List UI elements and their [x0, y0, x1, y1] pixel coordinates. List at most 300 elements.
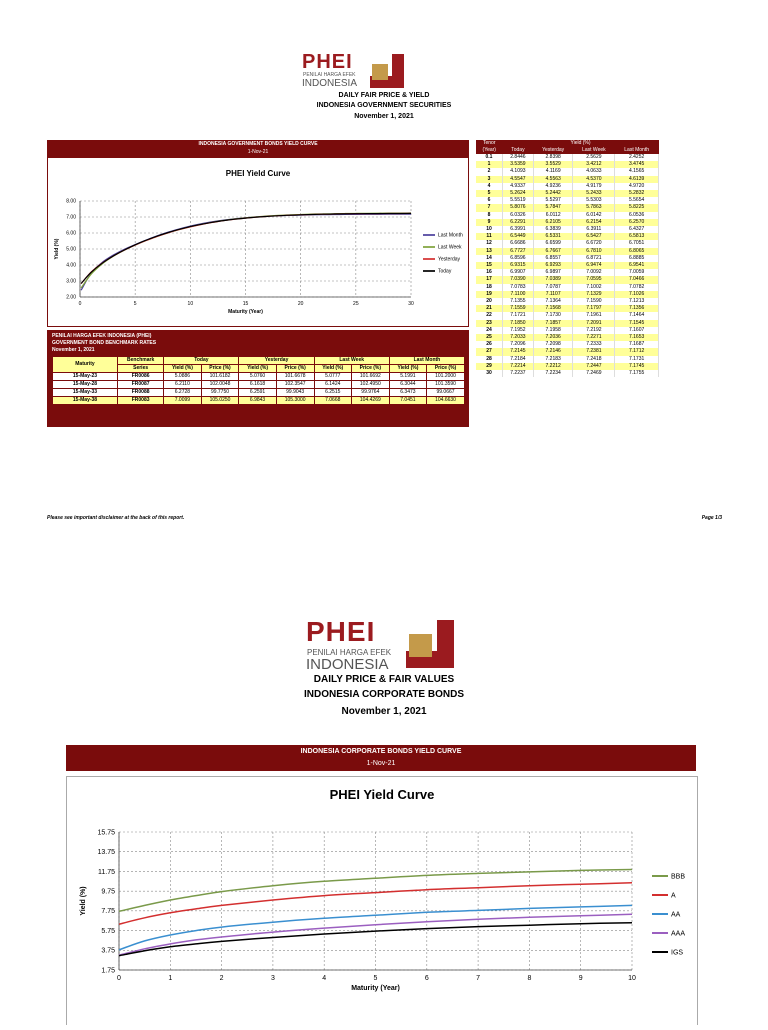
yield-cell: 3.4212: [573, 161, 615, 168]
table-row: [476, 269, 659, 276]
page-title: DAILY PRICE & FAIR VALUES: [313, 674, 455, 685]
bm-h-group-yesterday: Yesterday: [239, 357, 314, 365]
table-row: [476, 341, 659, 348]
yield-cell: 6.8596: [503, 255, 534, 262]
tenor-cell: 6: [476, 197, 503, 204]
logo-line1: PENILAI HARGA EFEK: [303, 72, 356, 78]
tenor-h-col-lastmonth: Last Month: [615, 147, 659, 154]
yield-cell: 6.2291: [503, 219, 534, 226]
tenor-cell: 22: [476, 312, 503, 319]
yield-cell: 6.7667: [533, 248, 573, 255]
yield-cell: 7.1961: [573, 312, 615, 319]
table-row: [476, 298, 659, 305]
yield-cell: 7.0466: [615, 276, 659, 283]
series-cell: FR0088: [118, 389, 164, 397]
bm-h-yield: Yield (%): [389, 365, 426, 373]
value-cell: 101.3590: [427, 381, 465, 389]
table-row: [476, 334, 659, 341]
yield-cell: 7.2184: [503, 356, 534, 363]
tenor-h-col-yesterday: Yesterday: [533, 147, 573, 154]
page-date: November 1, 2021: [341, 706, 427, 717]
table-row: [476, 204, 659, 211]
yield-cell: 7.1687: [615, 341, 659, 348]
y-tick-label: 5.75: [101, 927, 115, 935]
yield-cell: 7.2447: [573, 363, 615, 370]
yield-cell: 5.5519: [503, 197, 534, 204]
table-row: [476, 233, 659, 240]
value-cell: 6.2110: [164, 381, 201, 389]
tenor-cell: 9: [476, 219, 503, 226]
table-row: [476, 356, 659, 363]
maturity-cell: 15-May-23: [53, 373, 118, 381]
yield-cell: 7.1607: [615, 327, 659, 334]
y-tick-label: 8.00: [66, 198, 76, 205]
maturity-cell: 15-May-28: [53, 381, 118, 389]
yield-cell: 6.8557: [533, 255, 573, 262]
y-tick-label: 13.75: [97, 849, 115, 857]
yield-cell: 6.5331: [533, 233, 573, 240]
yield-cell: 7.0787: [533, 284, 573, 291]
yield-cell: 7.2212: [533, 363, 573, 370]
logo-brand: PHEI: [302, 51, 353, 73]
yield-cell: 7.1653: [615, 334, 659, 341]
yield-cell: 6.9315: [503, 262, 534, 269]
yield-cell: 7.1730: [533, 312, 573, 319]
benchmark-panel: [47, 330, 469, 427]
tenor-cell: 4: [476, 183, 503, 190]
yield-cell: 2.8398: [533, 154, 573, 161]
yield-cell: 7.2091: [573, 320, 615, 327]
tenor-cell: 3: [476, 176, 503, 183]
table-row: [476, 240, 659, 247]
y-tick-label: 4.00: [66, 262, 76, 269]
chart-title: PHEI Yield Curve: [329, 787, 435, 802]
yield-cell: 4.1169: [533, 168, 573, 175]
x-axis-label: Maturity (Year): [228, 309, 263, 315]
value-cell: 6.2515: [314, 389, 351, 397]
x-tick-label: 6: [424, 975, 429, 982]
value-cell: 6.2591: [239, 389, 276, 397]
table-row: [53, 381, 465, 389]
tenor-cell: 17: [476, 276, 503, 283]
x-tick-label: 5: [373, 975, 378, 982]
curve-header-date: 1-Nov-21: [247, 149, 269, 155]
table-row: [476, 219, 659, 226]
bm-h-price: Price (%): [351, 365, 389, 373]
yield-cell: 6.3911: [573, 226, 615, 233]
yield-cell: 7.2096: [503, 341, 534, 348]
yield-cell: 7.2418: [573, 356, 615, 363]
table-row: [476, 190, 659, 197]
yield-cell: 7.1107: [533, 291, 573, 298]
x-tick-label: 15: [242, 301, 249, 307]
tenor-cell: 19: [476, 291, 503, 298]
x-tick-label: 3: [270, 975, 275, 982]
series-cell: FR0083: [118, 397, 164, 405]
tenor-cell: 18: [476, 284, 503, 291]
yield-cell: 5.8225: [615, 204, 659, 211]
yield-cell: 7.0092: [573, 269, 615, 276]
x-tick-label: 7: [476, 975, 481, 982]
y-tick-label: 15.75: [97, 829, 115, 837]
table-row: [476, 161, 659, 168]
bm-h-bench2: Series: [118, 365, 164, 373]
yield-cell: 7.2214: [503, 363, 534, 370]
yield-cell: 4.6139: [615, 176, 659, 183]
table-row: [476, 291, 659, 298]
legend-label: BBB: [671, 873, 686, 881]
benchmark-title2: GOVERNMENT BOND BENCHMARK RATES: [52, 340, 157, 346]
tenor-h-yield: Yield (%): [503, 140, 659, 147]
tenor-cell: 21: [476, 305, 503, 312]
benchmark-title1: PENILAI HARGA EFEK INDONESIA (PHEI): [52, 333, 152, 339]
series-line-yesterday: [81, 213, 411, 283]
page-subtitle: INDONESIA GOVERNMENT SECURITIES: [316, 102, 452, 109]
tenor-cell: 10: [476, 226, 503, 233]
table-row: [476, 255, 659, 262]
table-row: [476, 176, 659, 183]
y-tick-label: 11.75: [98, 868, 115, 876]
logo-brand: PHEI: [306, 616, 376, 647]
yield-cell: 5.7847: [533, 204, 573, 211]
x-tick-label: 1: [168, 975, 173, 982]
value-cell: 101.6678: [276, 373, 314, 381]
yield-cell: 7.2271: [573, 334, 615, 341]
yield-cell: 5.2832: [615, 190, 659, 197]
yield-cell: 4.5370: [573, 176, 615, 183]
tenor-cell: 30: [476, 370, 503, 377]
disclaimer: Please see important disclaimer at the back of this report.: [47, 515, 185, 521]
y-tick-label: 7.00: [66, 214, 76, 221]
legend-label: AAA: [671, 930, 686, 938]
tenor-cell: 5: [476, 190, 503, 197]
yield-cell: 6.9907: [503, 269, 534, 276]
yield-cell: 5.2624: [503, 190, 534, 197]
value-cell: 6.3044: [389, 381, 426, 389]
y-axis-label: Yield (%): [80, 886, 87, 916]
value-cell: 6.3473: [389, 389, 426, 397]
yield-cell: 3.4745: [615, 161, 659, 168]
table-row: [476, 248, 659, 255]
yield-cell: 3.5529: [533, 161, 573, 168]
value-cell: 99.9764: [351, 389, 389, 397]
table-row: [476, 154, 659, 161]
yield-cell: 6.8721: [573, 255, 615, 262]
tenor-cell: 1: [476, 161, 503, 168]
value-cell: 104.4269: [351, 397, 389, 405]
tenor-cell: 8: [476, 212, 503, 219]
yield-cell: 6.5813: [615, 233, 659, 240]
chart-title: PHEI Yield Curve: [225, 169, 291, 178]
value-cell: 7.0451: [389, 397, 426, 405]
x-tick-label: 10: [628, 975, 636, 982]
yield-cell: 7.1355: [503, 298, 534, 305]
bm-h-group-today: Today: [164, 357, 239, 365]
tenor-cell: 25: [476, 334, 503, 341]
yield-cell: 6.5427: [573, 233, 615, 240]
table-row: [476, 183, 659, 190]
tenor-cell: 24: [476, 327, 503, 334]
yield-cell: 7.2381: [573, 348, 615, 355]
yield-cell: 7.0782: [615, 284, 659, 291]
table-row: [53, 397, 465, 405]
page-subtitle: INDONESIA CORPORATE BONDS: [303, 689, 464, 700]
table-row: [476, 312, 659, 319]
value-cell: 6.2728: [164, 389, 201, 397]
corp-curve-header-title: INDONESIA CORPORATE BONDS YIELD CURVE: [300, 748, 462, 755]
table-row: [476, 276, 659, 283]
value-cell: 102.4950: [351, 381, 389, 389]
yield-cell: 6.6720: [573, 240, 615, 247]
yield-cell: 7.0389: [533, 276, 573, 283]
yield-cell: 7.1952: [503, 327, 534, 334]
yield-cell: 7.1559: [503, 305, 534, 312]
yield-cell: 4.0633: [573, 168, 615, 175]
x-tick-label: 0: [78, 301, 82, 307]
y-tick-label: 7.75: [101, 908, 115, 916]
yield-cell: 7.1958: [533, 327, 573, 334]
yield-cell: 7.2192: [573, 327, 615, 334]
logo: [306, 618, 456, 674]
table-row: [476, 212, 659, 219]
yield-cell: 7.1745: [615, 363, 659, 370]
table-row: [476, 320, 659, 327]
value-cell: 101.6692: [351, 373, 389, 381]
yield-cell: 6.9541: [615, 262, 659, 269]
y-tick-label: 3.00: [66, 278, 76, 285]
yield-cell: 6.9293: [533, 262, 573, 269]
bm-h-maturity: Maturity: [53, 357, 118, 373]
y-axis-label: Yield (%): [54, 238, 60, 260]
yield-cell: 7.1731: [615, 356, 659, 363]
yield-cell: 7.1100: [503, 291, 534, 298]
series-line-today: [81, 213, 411, 283]
yield-cell: 7.2237: [503, 370, 534, 377]
tenor-cell: 7: [476, 204, 503, 211]
x-tick-label: 2: [219, 975, 224, 982]
corp-curve-header: [66, 745, 696, 771]
yield-cell: 7.2469: [573, 370, 615, 377]
tenor-cell: 20: [476, 298, 503, 305]
yield-cell: 6.8885: [615, 255, 659, 262]
value-cell: 99.9043: [276, 389, 314, 397]
yield-cell: 6.2570: [615, 219, 659, 226]
value-cell: 99.0667: [427, 389, 465, 397]
value-cell: 6.1618: [239, 381, 276, 389]
yield-cell: 7.2033: [503, 334, 534, 341]
y-tick-label: 1.75: [101, 967, 115, 975]
x-tick-label: 4: [322, 975, 327, 982]
table-row: [476, 168, 659, 175]
value-cell: 104.6630: [427, 397, 465, 405]
tenor-table: [476, 140, 659, 377]
yield-cell: 5.8076: [503, 204, 534, 211]
y-tick-label: 6.00: [66, 230, 76, 237]
logo-mark-icon: [406, 620, 454, 668]
yield-cell: 6.3991: [503, 226, 534, 233]
tenor-cell: 15: [476, 262, 503, 269]
yield-cell: 6.7810: [573, 248, 615, 255]
tenor-h-col-lastweek: Last Week: [573, 147, 615, 154]
yield-cell: 5.7863: [573, 204, 615, 211]
yield-cell: 6.6599: [533, 240, 573, 247]
yield-cell: 7.1356: [615, 305, 659, 312]
x-tick-label: 10: [187, 301, 194, 307]
yield-cell: 5.5303: [573, 197, 615, 204]
bm-h-bench1: Benchmark: [118, 357, 164, 365]
yield-cell: 7.1712: [615, 348, 659, 355]
value-cell: 102.0048: [201, 381, 239, 389]
bm-h-price: Price (%): [276, 365, 314, 373]
logo: [302, 52, 408, 92]
yield-cell: 7.1721: [503, 312, 534, 319]
gov-yield-chart: [48, 158, 468, 326]
bm-h-price: Price (%): [201, 365, 239, 373]
page-number: Page 1/3: [701, 515, 722, 521]
tenor-cell: 11: [476, 233, 503, 240]
yield-cell: 7.1797: [573, 305, 615, 312]
yield-cell: 2.5629: [573, 154, 615, 161]
bm-h-yield: Yield (%): [164, 365, 201, 373]
yield-cell: 7.2146: [533, 348, 573, 355]
table-row: [476, 327, 659, 334]
yield-cell: 6.9474: [573, 262, 615, 269]
yield-cell: 4.9720: [615, 183, 659, 190]
yield-cell: 6.9897: [533, 269, 573, 276]
table-row: [476, 262, 659, 269]
tenor-cell: 28: [476, 356, 503, 363]
yield-cell: 7.2333: [573, 341, 615, 348]
y-tick-label: 5.00: [66, 246, 76, 253]
tenor-h-year: (Year): [476, 147, 503, 154]
yield-cell: 6.2154: [573, 219, 615, 226]
value-cell: 5.0777: [314, 373, 351, 381]
yield-cell: 7.1329: [573, 291, 615, 298]
yield-cell: 7.2234: [533, 370, 573, 377]
tenor-cell: 27: [476, 348, 503, 355]
legend-label: Today: [438, 268, 452, 275]
logo-line2: INDONESIA: [306, 656, 389, 673]
yield-cell: 6.3839: [533, 226, 573, 233]
x-tick-label: 25: [353, 301, 359, 307]
tenor-cell: 23: [476, 320, 503, 327]
x-tick-label: 0: [117, 975, 121, 982]
yield-cell: 6.0142: [573, 212, 615, 219]
table-row: [476, 370, 659, 377]
gov-chart-panel: [47, 157, 469, 327]
tenor-cell: 2: [476, 168, 503, 175]
tenor-cell: 29: [476, 363, 503, 370]
yield-cell: 4.9337: [503, 183, 534, 190]
tenor-cell: 16: [476, 269, 503, 276]
tenor-cell: 14: [476, 255, 503, 262]
yield-cell: 7.0390: [503, 276, 534, 283]
yield-cell: 6.7051: [615, 240, 659, 247]
value-cell: 5.1991: [389, 373, 426, 381]
yield-cell: 7.1213: [615, 298, 659, 305]
tenor-table-panel: [476, 140, 659, 377]
yield-cell: 6.2105: [533, 219, 573, 226]
yield-cell: 6.8065: [615, 248, 659, 255]
yield-cell: 3.5359: [503, 161, 534, 168]
table-row: [476, 284, 659, 291]
yield-cell: 6.0536: [615, 212, 659, 219]
value-cell: 99.7750: [201, 389, 239, 397]
bm-h-price: Price (%): [427, 365, 465, 373]
bm-h-yield: Yield (%): [314, 365, 351, 373]
yield-cell: 7.1364: [533, 298, 573, 305]
x-tick-label: 5: [133, 301, 137, 307]
value-cell: 6.1424: [314, 381, 351, 389]
yield-cell: 4.5547: [503, 176, 534, 183]
bm-h-group-lastmonth: Last Month: [389, 357, 464, 365]
logo-line1: PENILAI HARGA EFEK: [307, 648, 392, 657]
yield-cell: 2.4252: [615, 154, 659, 161]
table-row: [476, 305, 659, 312]
table-row: [476, 348, 659, 355]
y-tick-label: 2.00: [66, 294, 76, 301]
yield-cell: 6.0326: [503, 212, 534, 219]
legend-label: Yesterday: [438, 256, 461, 263]
series-cell: FR0087: [118, 381, 164, 389]
bm-h-yield: Yield (%): [239, 365, 276, 373]
value-cell: 7.0099: [164, 397, 201, 405]
tenor-cell: 12: [476, 240, 503, 247]
yield-cell: 7.1755: [615, 370, 659, 377]
yield-cell: 5.5654: [615, 197, 659, 204]
value-cell: 6.9843: [239, 397, 276, 405]
value-cell: 5.0886: [164, 373, 201, 381]
yield-cell: 7.2183: [533, 356, 573, 363]
yield-cell: 2.8446: [503, 154, 534, 161]
table-row: [476, 226, 659, 233]
yield-cell: 4.5563: [533, 176, 573, 183]
corp-chart-panel: [66, 776, 698, 1025]
yield-cell: 5.5297: [533, 197, 573, 204]
corp-yield-chart: [67, 777, 697, 1025]
yield-cell: 6.6686: [503, 240, 534, 247]
x-tick-label: 30: [408, 301, 414, 307]
table-row: [53, 373, 465, 381]
yield-cell: 4.9179: [573, 183, 615, 190]
x-tick-label: 9: [578, 975, 583, 982]
legend-label: AA: [671, 911, 681, 919]
value-cell: 7.0668: [314, 397, 351, 405]
value-cell: 101.6182: [201, 373, 239, 381]
legend-label: A: [671, 892, 676, 900]
page-title: DAILY FAIR PRICE & YIELD: [338, 92, 430, 99]
yield-cell: 6.0112: [533, 212, 573, 219]
legend-label: Last Week: [438, 244, 462, 251]
series-cell: FR0086: [118, 373, 164, 381]
yield-cell: 6.4327: [615, 226, 659, 233]
benchmark-table: [52, 356, 465, 405]
series-line-last-month: [81, 214, 411, 290]
legend-label: IGS: [671, 949, 684, 957]
value-cell: 105.0250: [201, 397, 239, 405]
benchmark-title3: November 1, 2021: [52, 347, 95, 353]
yield-cell: 7.0595: [573, 276, 615, 283]
x-tick-label: 8: [527, 975, 532, 982]
value-cell: 5.0760: [239, 373, 276, 381]
curve-header: [47, 140, 469, 157]
yield-cell: 7.1026: [615, 291, 659, 298]
yield-cell: 7.2145: [503, 348, 534, 355]
tenor-cell: 13: [476, 248, 503, 255]
corp-curve-header-date: 1-Nov-21: [366, 760, 396, 767]
value-cell: 102.3547: [276, 381, 314, 389]
tenor-cell: 0.1: [476, 154, 503, 161]
